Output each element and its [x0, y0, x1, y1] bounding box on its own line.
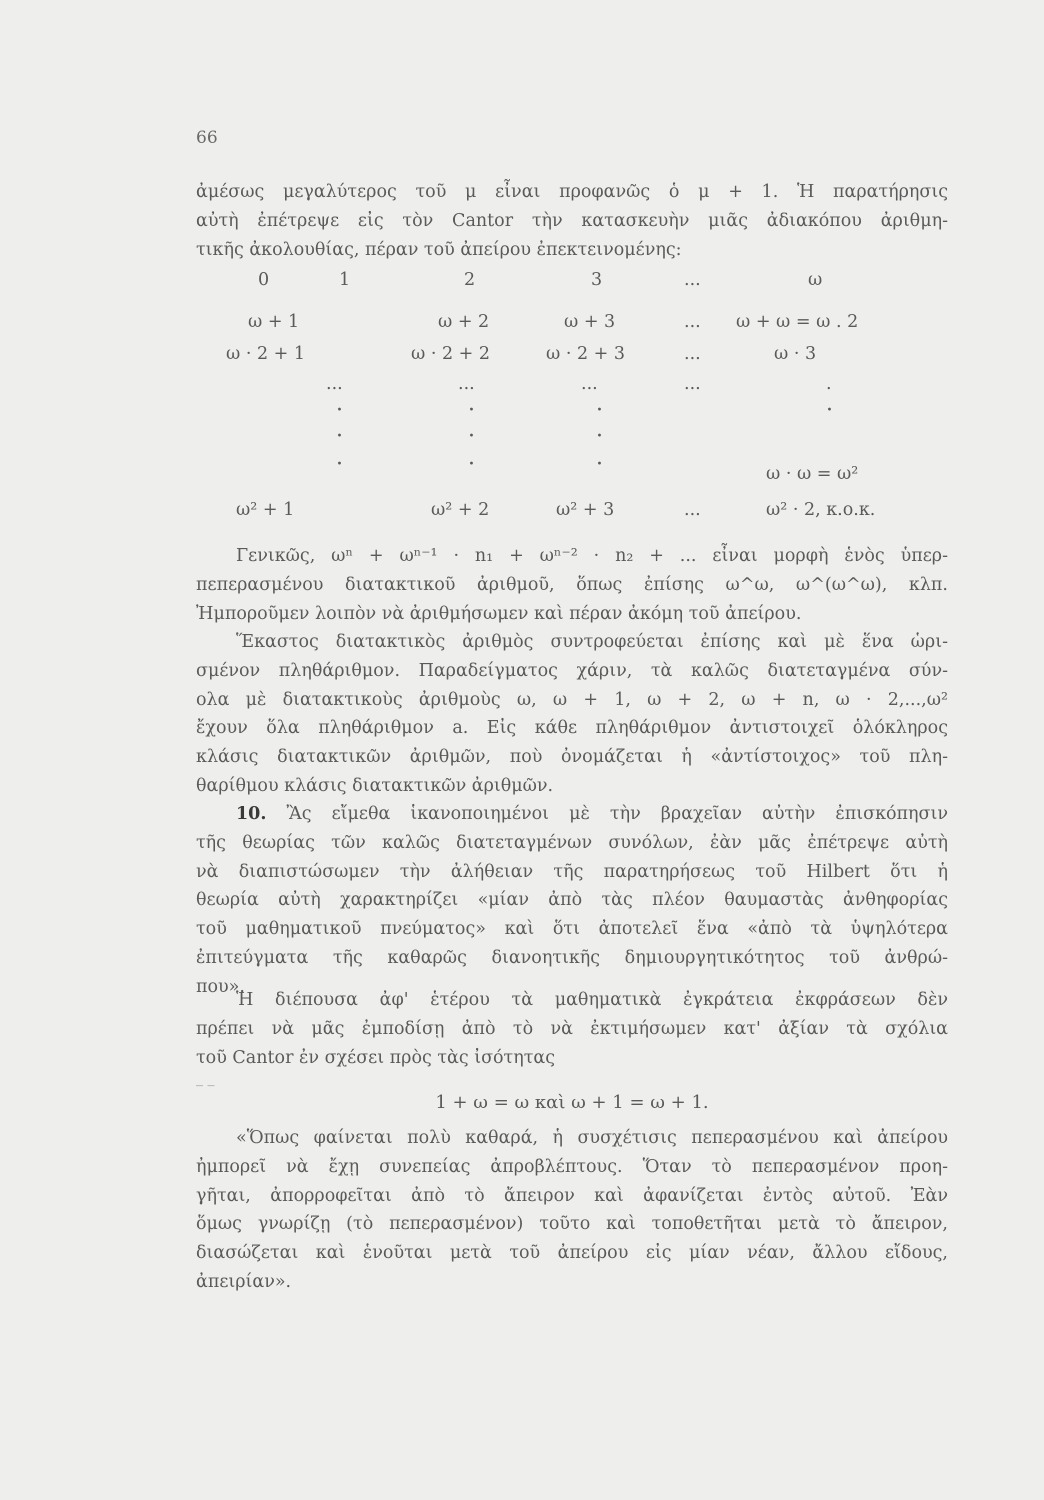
cardinal-paragraph — [196, 628, 948, 801]
cantor-comment-paragraph — [196, 986, 948, 1072]
ordinal-cell: ω² · 2, κ.ο.κ. — [766, 500, 876, 520]
ordinal-cell: 1 — [339, 270, 351, 290]
book-page: 66 ἀμέσως μεγαλύτερος τοῦ μ εἶναι προφανῶς ὁ μ + 1. Ἡ παρατήρησις αὐτὴ ἐπέτρεψε εἰς τὸν Cantor τὴν κατασκευὴν μιᾶς ἀδιακόπου ἀριθμη- τικῆς ἀκολουθίας, πέραν τοῦ ἀπείρου ἐπεκτεινομένης: 0 1 2 3 ... ω ω + 1 ω + 2 ω + 3 ... ω + ω = ω . 2 ω · 2 + 1 ω · 2 + 2 ω · 2 + 3 ... ω · 3 ... ... ... ... . · · · · · · · · · · ω · ω = ω² ω² + 1 ω² + 2 ω² + 3 ... ω² · 2, κ.ο.κ. Γενικῶς, ωⁿ + ωⁿ⁻¹ · n₁ + ωⁿ⁻² · n₂ + ... εἶναι μορφὴ ἑνὸς ὑπερ- πεπερασμένου διατακτικοῦ ἀριθμοῦ, ὅπως ἐπίσης ω^ω, ω^(ω^ω), κλπ. Ἠμποροῦμεν λοιπὸν νὰ ἀριθμήσωμεν καὶ πέραν ἀκόμη τοῦ ἀπείρου. Ἕκαστος διατακτικὸς ἀριθμὸς συντροφεύεται ἐπίσης καὶ μὲ ἕνα ὡρι- σμένον πληθάριθμον. Παραδείγματος χάριν, τὰ καλῶς διατεταγμένα σύν- ολα μὲ διατακτικοὺς ἀριθμοὺς ω, ω + 1, ω + 2, ω + n, ω · 2,...,ω² ἔχουν ὅλα πληθάριθμον a. Εἰς κάθε πληθάριθμον ἀντιστοιχεῖ ὁλόκληρος κλάσις διατακτικῶν ἀριθμῶν, ποὺ ὀνομάζεται ἡ «ἀντίστοιχος» τοῦ πλη- θαρίθμου κλάσις διατακτικῶν ἀριθμῶν. 10. Ἂς εἴμεθα ἱκανοποιημένοι μὲ τὴν βραχεῖαν αὐτὴν ἐπισκόπησιν τῆς θεωρίας τῶν καλῶς διατεταγμένων συνόλων, ἐὰν μᾶς ἐπέτρεψε αὐτὴ νὰ διαπιστώσωμεν τὴν ἀλήθειαν τῆς παρατηρήσεως τοῦ Hilbert ὅτι ἡ θεωρία αὐτὴ χαρακτηρίζει «μίαν ἀπὸ τὰς πλέον θαυμαστὰς ἀνθηφορίας τοῦ μαθηματικοῦ πνεύματος» καὶ ὅτι ἀποτελεῖ ἕνα «ἀπὸ τὰ ὑψηλότερα ἐπιτεύγματα τῆς καθαρῶς διανοητικῆς δημιουργητικότητος τοῦ ἀνθρώ- που». Ἡ διέπουσα ἀφ' ἑτέρου τὰ μαθηματικὰ ἐγκράτεια ἐκφράσεων δὲν πρέπει νὰ μᾶς ἐμποδίσῃ ἀπὸ τὸ νὰ ἐκτιμήσωμεν κατ' ἀξίαν τὰ σχόλια τοῦ Cantor ἐν σχέσει πρὸς τὰς ἰσότητας ‾ ‾ 1 + ω = ω καὶ ω + 1 = ω + 1. «Ὅπως φαίνεται πολὺ καθαρά, ἡ συσχέτισις πεπερασμένου καὶ ἀπείρου ἠμπορεῖ νὰ ἔχῃ συνεπείας ἀπροβλέπτους. Ὅταν τὸ πεπερασμένον προη- γῆται, ἀπορροφεῖται ἀπὸ τὸ ἄπειρον καὶ ἀφανίζεται ἐντὸς αὐτοῦ. Ἐὰν ὅμως γνωρίζῃ (τὸ πεπερασμένον) τοῦτο καὶ τοποθετῆται μετὰ τὸ ἄπειρον, διασώζεται καὶ ἑνοῦται μετὰ τοῦ ἀπείρου εἰς μίαν νέαν, ἄλλου εἴδους, ἀπειρίαν». — [0, 0, 1044, 1500]
ordinal-cell: ω² + 3 — [556, 500, 615, 520]
text-line: πρέπει νὰ μᾶς ἐμποδίσῃ ἀπὸ τὸ νὰ ἐκτιμήσωμεν κατ' ἀξίαν τὰ σχόλια — [196, 1018, 948, 1039]
ordinal-cell: ... — [684, 312, 701, 332]
text-line: κλάσις διατακτικῶν ἀριθμῶν, ποὺ ὀνομάζεται ἡ «ἀντίστοιχος» τοῦ πλη- — [196, 747, 948, 768]
text-line: ὅμως γνωρίζῃ (τὸ πεπερασμένον) τοῦτο καὶ τοποθετῆται μετὰ τὸ ἄπειρον, — [196, 1214, 948, 1235]
text-line: ολα μὲ διατακτικοὺς ἀριθμοὺς ω, ω + 1, ω + 2, ω + n, ω · 2,...,ω² — [196, 689, 948, 710]
intro-paragraph — [196, 178, 948, 264]
ordinal-row-6 — [196, 500, 956, 530]
text-line: ἐπιτεύγματα τῆς καθαρῶς διανοητικῆς δημιουργητικότητος τοῦ ἀνθρώ- — [196, 947, 948, 968]
text-line: θαρίθμου κλάσις διατακτικῶν ἀριθμῶν. — [196, 775, 554, 796]
ordinal-cell: ω + 3 — [564, 312, 616, 332]
ordinal-cell: 0 — [258, 270, 270, 290]
text-line: ἔχουν ὅλα πληθάριθμον a. Εἰς κάθε πληθάριθμον ἀντιστοιχεῖ ὁλόκληρος — [196, 718, 948, 739]
text-line: πεπερασμένου διατακτικοῦ ἀριθμοῦ, ὅπως ἐπίσης ω^ω, ω^(ω^ω), κλπ. — [196, 574, 948, 595]
text-line: «Ὅπως φαίνεται πολὺ καθαρά, ἡ συσχέτισις πεπερασμένου καὶ ἀπείρου — [236, 1128, 948, 1148]
ordinal-cell: ω · ω = ω² — [766, 464, 859, 484]
ordinal-cell: ... — [684, 374, 701, 394]
text-line: τικῆς ἀκολουθίας, πέραν τοῦ ἀπείρου ἐπεκτεινομένης: — [196, 239, 682, 260]
text-line: αὐτὴ ἐπέτρεψε εἰς τὸν Cantor τὴν κατασκευὴν μιᾶς ἀδιακόπου ἀριθμη- — [196, 210, 948, 231]
text-line: Ἕκαστος διατακτικὸς ἀριθμὸς συντροφεύεται ἐπίσης καὶ μὲ ἕνα ὡρι- — [236, 632, 948, 652]
ordinal-cell: ... — [458, 374, 475, 394]
ordinal-cell: ... — [684, 344, 701, 364]
ordinal-cell: ω + 2 — [438, 312, 490, 332]
text-line: ἠμπορεῖ νὰ ἔχῃ συνεπείας ἀπροβλέπτους. Ὅταν τὸ πεπερασμένον προη- — [196, 1156, 948, 1177]
text-line: γῆται, ἀπορροφεῖται ἀπὸ τὸ ἄπειρον καὶ ἀφανίζεται ἐντὸς αὐτοῦ. Ἐὰν — [196, 1185, 948, 1206]
ordinal-cell: 2 — [464, 270, 476, 290]
ordinal-cell: ω · 2 + 2 — [411, 344, 491, 364]
display-formula: 1 + ω = ω καὶ ω + 1 = ω + 1. — [435, 1092, 709, 1113]
ordinal-cell: ω² + 2 — [431, 500, 490, 520]
text-line: τοῦ μαθηματικοῦ πνεύματος» καὶ ὅτι ἀποτελεῖ ἕνα «ἀπὸ τὰ ὑψηλότερα — [196, 919, 948, 940]
text-line: ἀμέσως μεγαλύτερος τοῦ μ εἶναι προφανῶς ὁ μ + 1. Ἡ παρατήρησις — [196, 182, 948, 202]
text-line: θεωρία αὐτὴ χαρακτηρίζει «μίαν ἀπὸ τὰς πλέον θαυμαστὰς ἀνθηφορίας — [196, 890, 948, 911]
text-line: ἀπειρίαν». — [196, 1271, 292, 1292]
text-line: σμένον πληθάριθμον. Παραδείγματος χάριν, τὰ καλῶς διατεταγμένα σύν- — [196, 660, 948, 681]
page-number: 66 — [196, 128, 218, 148]
ordinal-cell: ... — [684, 500, 701, 520]
ordinal-cell: . — [826, 374, 832, 394]
text-line: Γενικῶς, ωⁿ + ωⁿ⁻¹ · n₁ + ωⁿ⁻² · n₂ + ... εἶναι μορφὴ ἑνὸς ὑπερ- — [236, 546, 948, 566]
ordinal-cell: ... — [684, 270, 701, 290]
text-line: τῆς θεωρίας τῶν καλῶς διατεταγμένων συνόλων, ἐὰν μᾶς ἐπέτρεψε αὐτὴ — [196, 832, 948, 853]
ordinal-cell: ω² + 1 — [236, 500, 295, 520]
text-line: που». — [196, 976, 245, 997]
generalization-paragraph — [196, 542, 948, 628]
ordinal-row-4 — [196, 374, 956, 404]
ordinal-row-2 — [196, 312, 956, 342]
cantor-quote-paragraph — [196, 1124, 948, 1297]
section-number: 10. — [236, 804, 267, 824]
ordinal-cell: ... — [581, 374, 598, 394]
section-10-paragraph — [196, 800, 948, 1002]
ordinal-cell: ω · 2 + 3 — [546, 344, 626, 364]
ordinal-row-5 — [196, 464, 956, 494]
ordinal-cell: 3 — [591, 270, 603, 290]
text-line: τοῦ Cantor ἐν σχέσει πρὸς τὰς ἰσότητας — [196, 1047, 556, 1068]
ordinal-cell: ω + 1 — [248, 312, 300, 332]
text-line: Ἠμποροῦμεν λοιπὸν νὰ ἀριθμήσωμεν καὶ πέραν ἀκόμη τοῦ ἀπείρου. — [196, 603, 802, 624]
text-line: διασώζεται καὶ ἑνοῦται μετὰ τοῦ ἀπείρου εἰς μίαν νέαν, ἄλλου εἴδους, — [196, 1243, 948, 1264]
text-line: νὰ διαπιστώσωμεν τὴν ἀλήθειαν τῆς παρατηρήσεως τοῦ Hilbert ὅτι ἡ — [196, 861, 948, 882]
text-line — [196, 800, 948, 829]
ordinal-cell: ω · 3 — [774, 344, 817, 364]
text-line: Ἡ διέπουσα ἀφ' ἑτέρου τὰ μαθηματικὰ ἐγκράτεια ἐκφράσεων δὲν — [236, 990, 948, 1010]
ordinal-cell: ω — [808, 270, 823, 290]
ordinal-row-1 — [196, 270, 956, 300]
ordinal-cell: ω · 2 + 1 — [226, 344, 306, 364]
ordinal-row-3 — [196, 344, 956, 374]
margin-mark: ‾ ‾ — [196, 1084, 215, 1100]
ordinal-cell: ... — [326, 374, 343, 394]
ordinal-cell: ω + ω = ω . 2 — [736, 312, 859, 332]
text-line-content: Ἂς εἴμεθα ἱκανοποιημένοι μὲ τὴν βραχεῖαν αὐτὴν ἐπισκόπησιν — [286, 804, 948, 824]
